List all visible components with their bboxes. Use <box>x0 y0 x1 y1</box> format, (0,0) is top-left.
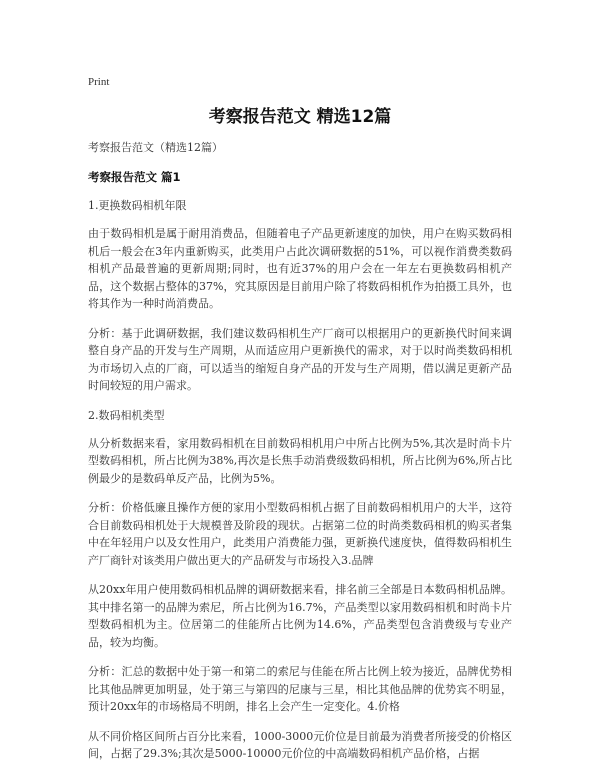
paragraph: 分析：价格低廉且操作方便的家用小型数码相机占据了目前数码相机用户的大半，这符合目前数码相机处于大规模普及阶段的现状。占据第二位的时尚类数码相机的购买者集中在年轻用户以及女性用户，此类用户消费能力强，更新换代速度快，值得数码相机生产厂商针对该类用户做出更大的产品研发与市场投入3.品牌 <box>88 501 512 567</box>
paragraph: 从分析数据来看，家用数码相机在目前数码相机用户中所占比例为5%,其次是时尚卡片型数码相机，所占比例为38%,再次是长焦手动消费级数码相机，所占比例为6%,所占比例最少的是数码单反产品，比例为5%。 <box>88 436 512 485</box>
paragraph: 由于数码相机是属于耐用消费品，但随着电子产品更新速度的加快，用户在购买数码相机后一般会在3年内重新购买，此类用户占此次调研数据的51%，可以视作消费类数码相机产品最普遍的更新周期;同时，也有近37%的用户会在一年左右更换数码相机产品，这个数据占整体的37%，究其原因是目前用户除了将数码相机作为拍摄工具外，也将其作为一种时尚消费品。 <box>88 227 512 310</box>
section-heading: 考察报告范文 篇1 <box>88 170 181 184</box>
item-heading-replacement-period: 1.更换数码相机年限 <box>88 199 187 212</box>
print-link[interactable]: Print <box>88 76 110 88</box>
paragraph: 从20xx年用户使用数码相机品牌的调研数据来看，排名前三全部是日本数码相机品牌。其中排名第一的品牌为索尼，所占比例为16.7%，产品类型以家用数码相机和时尚卡片型数码相机为主。位居第二的佳能所占比例为14.6%，产品类型包含消费级与专业产品，较为均衡。 <box>88 583 512 649</box>
document-subtitle: 考察报告范文（精选12篇） <box>88 141 223 154</box>
item-heading-camera-type: 2.数码相机类型 <box>88 408 165 422</box>
paragraph: 分析：基于此调研数据，我们建议数码相机生产厂商可以根据用户的更新换代时间来调整自身产品的开发与生产周期，从而适应用户更新换代的需求，对于以时尚类数码相机为市场切入点的厂商，可以适当的缩短自身产品的开发与生产周期，借以满足更新产品时间较短的用户需求。 <box>88 326 512 392</box>
page-title: 考察报告范文 精选12篇 <box>208 107 392 127</box>
paragraph: 从不同价格区间所占百分比来看，1000-3000元价位是目前最为消费者所接受的价格区间，占据了29.3%;其次是5000-10000元价位的中高端数码相机产品价格，占据 <box>88 729 512 760</box>
paragraph: 分析：汇总的数据中处于第一和第二的索尼与佳能在所占比例上较为接近，品牌优势相比其他品牌更加明显，处于第三与第四的尼康与三星，相比其他品牌的优势宾不明显，预计20xx年的市场格局不明朗，排名上会产生一定变化。4.价格 <box>88 665 512 713</box>
